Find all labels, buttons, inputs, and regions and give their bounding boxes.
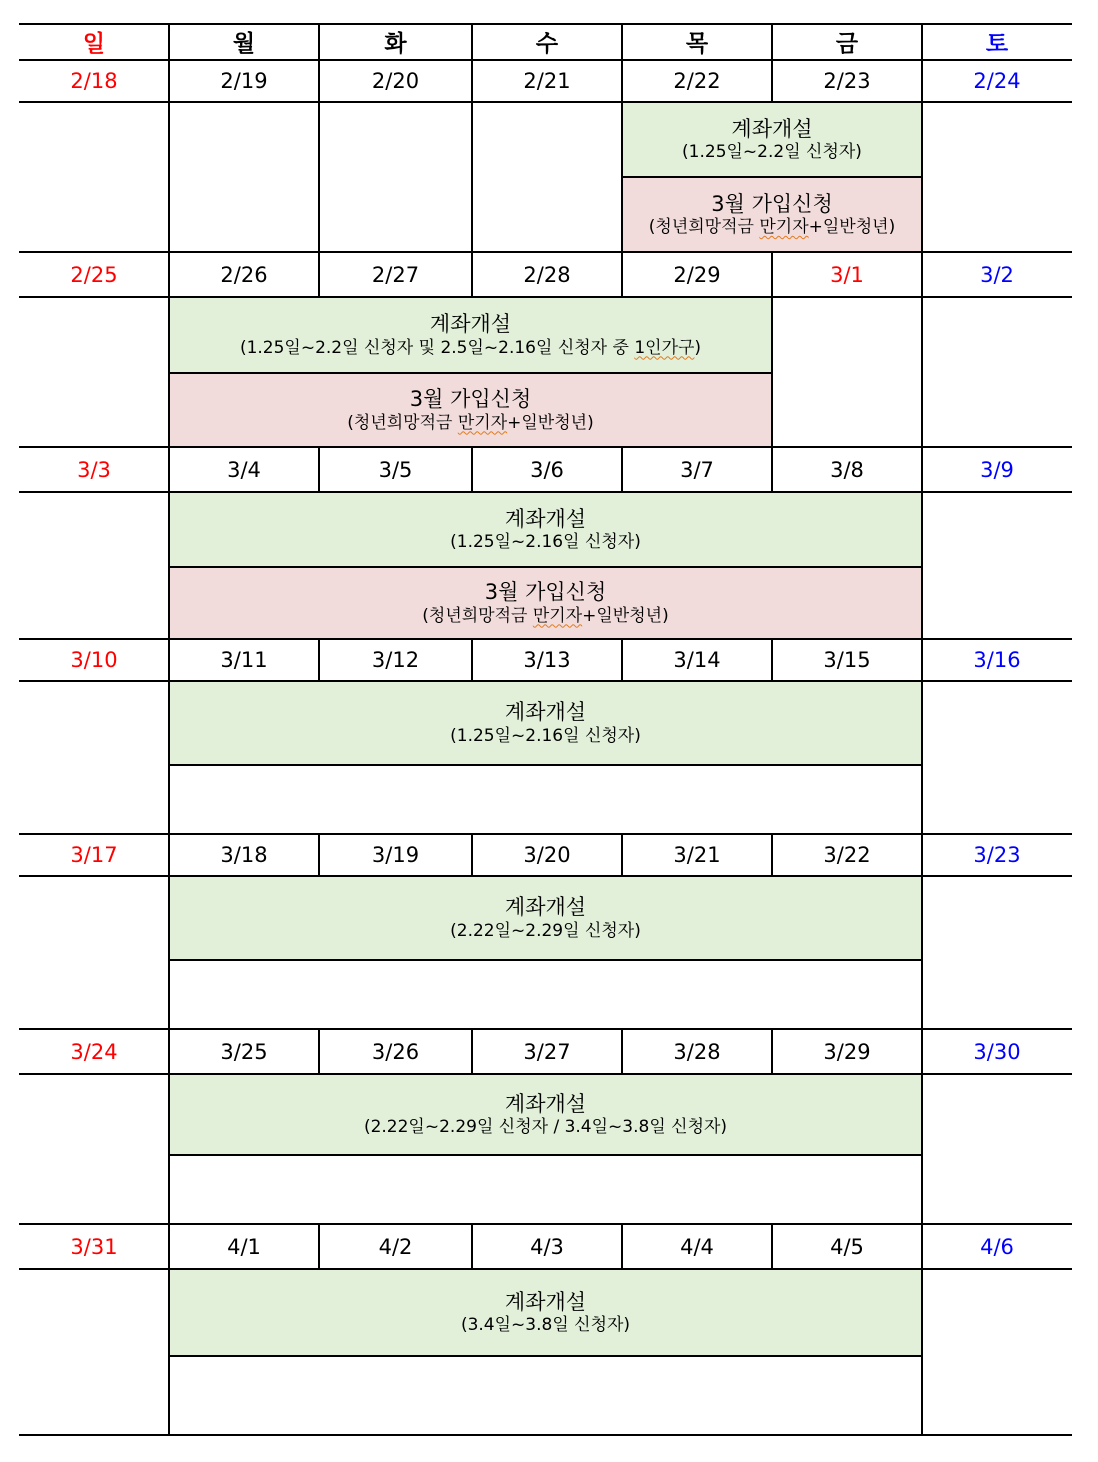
column-divider xyxy=(621,639,623,681)
date-cell[interactable]: 2/27 xyxy=(371,262,420,287)
column-divider xyxy=(621,60,623,102)
column-divider xyxy=(471,60,473,102)
date-cell[interactable]: 3/21 xyxy=(673,843,721,867)
column-divider xyxy=(318,102,320,252)
text-span: (1.25일~2.2일 신청자 및 2.5일~2.16일 신청자 중 xyxy=(239,337,635,358)
date-cell[interactable]: 3/27 xyxy=(523,1039,571,1064)
date-cell[interactable]: 2/19 xyxy=(220,69,268,93)
column-divider xyxy=(318,23,320,60)
event-subtitle: (2.22일~2.29일 신청자) xyxy=(450,920,641,941)
weekday-header-1: 월 xyxy=(232,31,256,57)
date-cell[interactable]: 4/1 xyxy=(227,1234,261,1259)
event-march-signup[interactable] xyxy=(622,177,922,252)
date-cell[interactable]: 3/28 xyxy=(673,1039,721,1064)
event-march-signup[interactable] xyxy=(169,373,772,447)
slot-divider xyxy=(169,764,922,766)
column-divider xyxy=(771,23,773,60)
date-cell[interactable]: 4/6 xyxy=(980,1234,1014,1259)
slot-divider xyxy=(169,1154,922,1156)
column-divider xyxy=(921,447,923,492)
weekday-header-3: 수 xyxy=(535,31,559,57)
text-span: (청년희망적금 xyxy=(648,217,760,237)
event-title: 3월 가입신청 xyxy=(484,580,607,605)
column-divider xyxy=(471,1029,473,1074)
table-top-border xyxy=(19,23,1072,25)
date-cell[interactable]: 3/19 xyxy=(371,843,420,867)
column-divider xyxy=(471,23,473,60)
misspelling-mark: 만기자 xyxy=(759,217,809,237)
date-cell[interactable]: 3/22 xyxy=(823,843,871,867)
date-cell[interactable]: 3/9 xyxy=(980,457,1014,482)
header-divider xyxy=(19,59,1072,61)
date-cell[interactable]: 3/23 xyxy=(973,843,1021,867)
event-title: 계좌개설 xyxy=(504,700,587,725)
event-account-opening[interactable] xyxy=(169,1074,922,1155)
event-title: 계좌개설 xyxy=(731,116,813,141)
column-divider xyxy=(771,639,773,681)
date-cell[interactable]: 3/15 xyxy=(823,648,871,672)
column-divider xyxy=(921,492,923,639)
slot-divider xyxy=(622,176,922,178)
event-subtitle xyxy=(347,413,593,434)
event-march-signup[interactable] xyxy=(169,567,922,639)
date-cell[interactable]: 3/12 xyxy=(371,648,420,672)
event-subtitle: (1.25일~2.16일 신청자) xyxy=(450,532,641,552)
column-divider xyxy=(921,834,923,876)
weekday-header-5: 금 xyxy=(835,31,859,57)
empty-slot xyxy=(169,765,922,834)
column-divider xyxy=(771,834,773,876)
date-cell[interactable]: 2/23 xyxy=(823,69,871,93)
date-cell[interactable]: 2/20 xyxy=(371,69,420,93)
date-cell[interactable]: 3/3 xyxy=(77,457,111,482)
row-divider xyxy=(19,1073,1072,1075)
date-cell[interactable]: 3/20 xyxy=(523,843,571,867)
date-cell[interactable]: 3/11 xyxy=(220,648,268,672)
weekday-header-6: 토 xyxy=(985,31,1009,57)
event-title: 계좌개설 xyxy=(429,312,512,337)
event-subtitle: (1.25일~2.16일 신청자) xyxy=(450,725,641,746)
date-cell[interactable]: 3/10 xyxy=(70,648,118,672)
column-divider xyxy=(921,60,923,102)
misspelling-mark: 1인가구 xyxy=(634,337,695,358)
event-subtitle: (3.4일~3.8일 신청자) xyxy=(460,1315,631,1335)
event-subtitle xyxy=(422,606,668,627)
column-divider xyxy=(168,23,170,60)
column-divider xyxy=(168,1224,170,1269)
empty-slot xyxy=(169,1356,922,1435)
date-cell[interactable]: 4/3 xyxy=(530,1234,564,1259)
date-cell[interactable]: 3/8 xyxy=(830,457,864,482)
date-cell[interactable]: 3/14 xyxy=(673,648,721,672)
column-divider xyxy=(318,639,320,681)
row-divider xyxy=(19,875,1072,877)
date-cell[interactable]: 3/29 xyxy=(823,1039,871,1064)
text-span: +일반청년) xyxy=(582,605,669,626)
date-cell[interactable]: 4/2 xyxy=(378,1234,413,1259)
column-divider xyxy=(168,252,170,297)
date-cell[interactable]: 3/25 xyxy=(220,1039,268,1064)
date-cell[interactable]: 3/17 xyxy=(70,843,118,867)
row-divider xyxy=(19,1268,1072,1270)
event-account-opening[interactable] xyxy=(169,681,922,765)
column-divider xyxy=(471,1224,473,1269)
column-divider xyxy=(168,639,170,681)
row-divider xyxy=(19,251,1072,253)
column-divider xyxy=(318,60,320,102)
event-account-opening[interactable] xyxy=(169,876,922,960)
row-divider xyxy=(19,1028,1072,1030)
date-cell[interactable]: 4/5 xyxy=(830,1234,864,1259)
event-title: 계좌개설 xyxy=(504,1091,587,1116)
column-divider xyxy=(471,639,473,681)
column-divider xyxy=(621,834,623,876)
column-divider xyxy=(168,60,170,102)
date-cell[interactable]: 3/30 xyxy=(973,1039,1021,1064)
date-cell[interactable]: 3/16 xyxy=(973,648,1021,672)
column-divider xyxy=(471,102,473,252)
column-divider xyxy=(771,447,773,492)
column-divider xyxy=(318,1224,320,1269)
event-title: 3월 가입신청 xyxy=(711,191,833,216)
row-divider xyxy=(19,446,1072,448)
text-span: +일반청년) xyxy=(808,217,896,237)
slot-divider xyxy=(169,959,922,961)
column-divider xyxy=(621,23,623,60)
date-cell[interactable]: 3/5 xyxy=(378,457,413,482)
event-account-opening[interactable] xyxy=(169,1269,922,1356)
column-divider xyxy=(621,447,623,492)
date-cell[interactable]: 2/18 xyxy=(70,69,118,93)
row-divider xyxy=(19,1223,1072,1225)
column-divider xyxy=(168,297,170,447)
event-subtitle: (2.22일~2.29일 신청자 / 3.4일~3.8일 신청자) xyxy=(363,1117,728,1137)
misspelling-mark: 만기자 xyxy=(457,412,508,433)
column-divider xyxy=(621,252,623,297)
column-divider xyxy=(318,1029,320,1074)
date-cell[interactable]: 2/26 xyxy=(220,262,268,287)
date-cell[interactable]: 3/18 xyxy=(220,843,268,867)
event-account-opening[interactable] xyxy=(622,102,922,177)
column-divider xyxy=(921,1224,923,1269)
row-divider xyxy=(19,491,1072,493)
column-divider xyxy=(168,492,170,639)
column-divider xyxy=(771,297,773,447)
column-divider xyxy=(471,252,473,297)
column-divider xyxy=(471,447,473,492)
date-cell[interactable]: 2/22 xyxy=(673,69,721,93)
column-divider xyxy=(168,1269,170,1435)
column-divider xyxy=(921,876,923,1029)
date-cell[interactable]: 3/2 xyxy=(980,262,1014,287)
slot-divider xyxy=(169,566,922,568)
column-divider xyxy=(921,1029,923,1074)
column-divider xyxy=(771,252,773,297)
column-divider xyxy=(168,681,170,834)
date-cell[interactable]: 3/26 xyxy=(371,1039,420,1064)
date-cell[interactable]: 3/4 xyxy=(227,457,261,482)
date-cell[interactable]: 3/13 xyxy=(523,648,571,672)
column-divider xyxy=(771,60,773,102)
column-divider xyxy=(318,834,320,876)
row-divider xyxy=(19,101,1072,103)
date-cell[interactable]: 3/1 xyxy=(830,262,864,287)
row-divider xyxy=(19,638,1072,640)
weekday-header-0: 일 xyxy=(82,31,106,57)
table-bottom-border xyxy=(19,1434,1072,1436)
event-title: 계좌개설 xyxy=(504,1289,587,1314)
date-cell[interactable]: 3/7 xyxy=(680,457,714,482)
slot-divider xyxy=(169,372,772,374)
event-title: 3월 가입신청 xyxy=(409,387,532,412)
column-divider xyxy=(471,834,473,876)
weekday-header-4: 목 xyxy=(685,31,709,57)
date-cell[interactable]: 2/29 xyxy=(673,262,721,287)
date-cell[interactable]: 3/31 xyxy=(70,1234,118,1259)
column-divider xyxy=(168,876,170,1029)
text-span: ) xyxy=(694,337,702,358)
date-cell[interactable]: 3/24 xyxy=(70,1039,118,1064)
column-divider xyxy=(168,447,170,492)
column-divider xyxy=(921,681,923,834)
column-divider xyxy=(771,1224,773,1269)
column-divider xyxy=(921,1074,923,1224)
column-divider xyxy=(921,639,923,681)
column-divider xyxy=(168,1074,170,1224)
event-title: 계좌개설 xyxy=(504,895,587,920)
column-divider xyxy=(921,252,923,297)
event-title: 계좌개설 xyxy=(504,506,587,531)
date-cell[interactable]: 3/6 xyxy=(530,457,564,482)
date-cell[interactable]: 2/28 xyxy=(523,262,571,287)
date-cell[interactable]: 2/21 xyxy=(523,69,571,93)
text-span: (청년희망적금 xyxy=(422,605,533,626)
event-subtitle: (1.25일~2.2일 신청자) xyxy=(682,142,862,162)
column-divider xyxy=(921,102,923,252)
misspelling-mark: 만기자 xyxy=(532,605,583,626)
column-divider xyxy=(921,297,923,447)
calendar-table xyxy=(19,23,1072,1435)
row-divider xyxy=(19,680,1072,682)
column-divider xyxy=(921,1269,923,1435)
date-cell[interactable]: 2/24 xyxy=(973,69,1021,93)
column-divider xyxy=(921,23,923,60)
date-cell[interactable]: 4/4 xyxy=(680,1234,714,1259)
event-subtitle xyxy=(649,217,895,238)
column-divider xyxy=(168,834,170,876)
column-divider xyxy=(621,1029,623,1074)
weekday-header-2: 화 xyxy=(384,31,407,57)
event-account-opening[interactable] xyxy=(169,492,922,567)
column-divider xyxy=(318,447,320,492)
slot-divider xyxy=(169,1355,922,1357)
text-span: +일반청년) xyxy=(507,412,594,433)
event-account-opening[interactable] xyxy=(169,297,772,373)
event-subtitle xyxy=(240,338,701,359)
column-divider xyxy=(621,102,623,252)
column-divider xyxy=(621,1224,623,1269)
column-divider xyxy=(318,252,320,297)
date-cell[interactable]: 2/25 xyxy=(70,262,118,287)
row-divider xyxy=(19,296,1072,298)
column-divider xyxy=(168,102,170,252)
row-divider xyxy=(19,833,1072,835)
empty-slot xyxy=(169,960,922,1029)
column-divider xyxy=(771,1029,773,1074)
column-divider xyxy=(168,1029,170,1074)
text-span: (청년희망적금 xyxy=(347,412,458,433)
empty-slot xyxy=(169,1155,922,1224)
